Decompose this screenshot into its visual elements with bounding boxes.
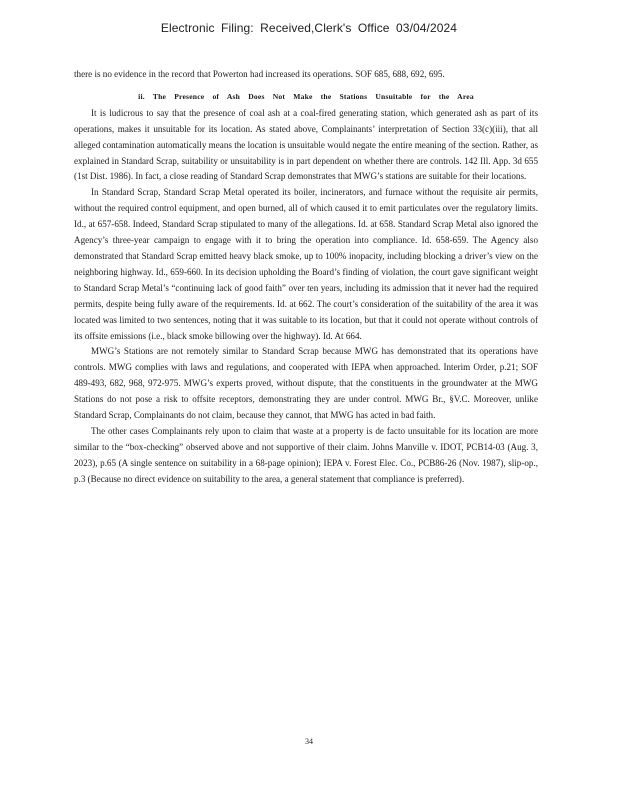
document-body — [74, 67, 538, 488]
paragraph-1: It is ludicrous to say that the presence of coal ash at a coal-fired generating station, which generated ash as part of its operations, makes it unsuitable for its location. As stated above, Complainants’ interpretation of Section 33(c)(iii), that all alleged contamination automatically means the location is unsuitable would negate the entire meaning of the section. Rather, as explained in Standard Scrap, suitability or unsuitability is in part dependent on whether there are controls. 142 Ill. App. 3d 655 (1st Dist. 1986). In fact, a close reading of Standard Scrap demonstrates that MWG’s stations are suitable for their locations. — [74, 107, 538, 182]
paragraph-0: there is no evidence in the record that Powerton had increased its operations. SOF 685, 688, 692, 695. — [74, 69, 445, 79]
paragraph-4: The other cases Complainants rely upon to claim that waste at a property is de facto unsuitable for its location are more similar to the “box-checking” observed above and not supportive of their claim. Johns Manville v. IDOT, PCB14-03 (Aug. 3, 2023), p.65 (A single sentence on suitability in a 68-page opinion); IEPA v. Forest Elec. Co., PCB86-26 (Nov. 1987), slip-op., p.3 (Because no direct evidence on suitability to the area, a general statement that compliance is preferred). — [74, 425, 538, 484]
paragraph-2: In Standard Scrap, Standard Scrap Metal operated its boiler, incinerators, and furnace without the requisite air permits, without the required control equipment, and open burned, all of which caused it to emit particulates over the regulatory limits. Id., at 657-658. Indeed, Standard Scrap stipulated to many of the allegations. Id. at 658. Standard Scrap Metal also ignored the Agency’s three-year campaign to engage with it to bring the operation into compliance. Id. 658-659. The Agency also demonstrated that Standard Scrap emitted heavy black smoke, up to 100% inopacity, including blocking a driver’s view on the neighboring highway. Id., 659-660. In its decision upholding the Board’s finding of violation, the court gave significant weight to Standard Scrap Metal’s “continuing lack of good faith” over ten years, including its admission that it never had the required permits, despite being fully aware of the requirements. Id. at 662. The court’s consideration of the suitability of the area it was located was limited to two sentences, noting that it was suitable to its location, but that it could not operate without controls of its offsite emissions (i.e., black smoke billowing over the highway). Id. At 664. — [74, 187, 538, 341]
paragraph-3: MWG’s Stations are not remotely similar to Standard Scrap because MWG has demonstrated that its operations have controls. MWG complies with laws and regulations, and cooperated with IEPA when approached. Interim Order, p.21; SOF 489-493, 682, 968, 972-975. MWG’s experts proved, without dispute, that the constituents in the groundwater at the MWG Stations do not pose a risk to offsite receptors, demonstrating they are under control. MWG Br., §V.C. Moreover, unlike Standard Scrap, Complainants do not claim, because they cannot, that MWG has acted in bad faith. — [74, 346, 538, 421]
page-number: 34 — [305, 737, 313, 746]
section-heading: ii. The Presence of Ash Does Not Make the Stations Unsuitable for the Area — [138, 91, 474, 101]
filing-header: Electronic Filing: Received,Clerk's Office 03/04/2024 — [160, 21, 458, 35]
